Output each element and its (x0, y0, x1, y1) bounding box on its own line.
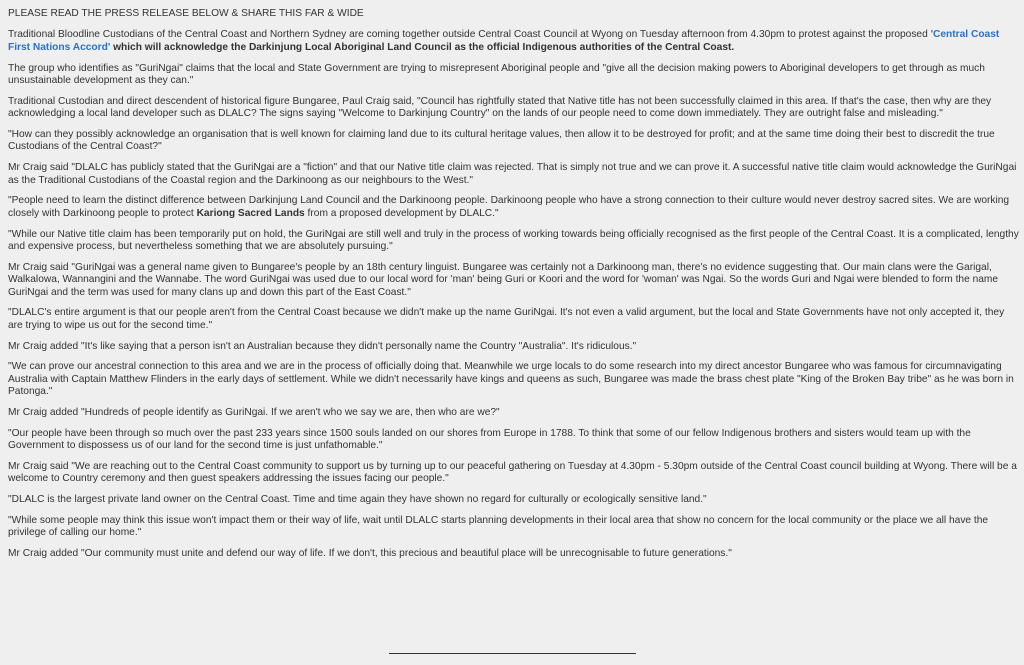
paragraph-intro (8, 29, 1020, 54)
paragraph-kariong-end: from a proposed development by DLALC." (304, 207, 499, 219)
paragraph: Mr Craig added "Hundreds of people identify as GuriNgai. If we aren't who we say we are, then who are we?" (8, 407, 500, 419)
paragraph: Mr Craig said "We are reaching out to the Central Coast community to support us by turning up to our peaceful gathering on Tuesday at 4.30pm - 5.30pm outside of the Central Coast council building at Wyong. There will be a welcome to Country ceremony and then guest speakers addressing the issues facing our people." (8, 461, 1017, 485)
paragraph: Mr Craig said "GuriNgai was a general name given to Bungaree's people by an 18th century linguist. Bungaree was certainly not a Darkinoong man, there's no evidence suggesting that. Our main clans were the Garigal, Walkalowa, Wannangini and the Wannabe. The word GuriNgai was used due to our local word for 'man' being Guri or Koori and the word for 'woman' was Ngai. So the words Guri and Ngai were blended to form the name GuriNgai and the term was used for many clans up and down this part of the East Coast." (8, 261, 999, 298)
accord-link[interactable]: 'Central Coast First Nations Accord' (8, 29, 1000, 53)
paragraph: The group who identifies as "GuriNgai" claims that the local and State Government are trying to misrepresent Aboriginal people and "give all the decision making powers to Aboriginal developers to get through as much unsustainable development as they can." (8, 62, 985, 87)
kariong-sacred-lands-bold: Kariong Sacred Lands (196, 207, 305, 219)
paragraph: "DLALC's entire argument is that our people aren't from the Central Coast because we didn't make up the name GuriNgai. It's not even a valid argument, but the local and State Governments have not only accepted it, they are trying to wipe us out for the second time." (8, 307, 1005, 331)
page-heading: PLEASE READ THE PRESS RELEASE BELOW & SHARE THIS FAR & WIDE (8, 8, 364, 19)
press-release (8, 8, 1020, 569)
paragraph: "While our Native title claim has been temporarily put on hold, the GuriNgai are still well and truly in the process of working towards being officially recognised as the first people of the Central Coast. It is a complicated, lengthy and expensive process, but nevertheless something that we are absolutely pursuing." (8, 228, 1019, 253)
paragraph: Mr Craig added "It's like saying that a person isn't an Australian because they didn't personally name the Country "Australia". It's ridiculous." (8, 340, 637, 352)
paragraph-intro-bold: which will acknowledge the Darkinjung Local Aboriginal Land Council as the official Indigenous authorities of the Central Coast. (110, 41, 735, 53)
paragraph: "How can they possibly acknowledge an organisation that is well known for claiming land due to its cultural heritage values, then allow it to be destroyed for profit; and at the same time doing their best to discredit the true Custodians of the Central Coast?" (8, 129, 995, 153)
paragraph: "We can prove our ancestral connection to this area and we are in the process of officially doing that. Meanwhile we urge locals to do some research into my direct ancestor Bungaree who was famous for circumnavigating Australia with Captain Matthew Flinders in the early days of settlement. While we didn't necessarily have kings and queens as such, Bungaree was made the brass chest plate "King of the Broken Bay tribe" as he was born in Patonga." (8, 361, 1014, 398)
paragraph: "While some people may think this issue won't impact them or their way of life, wait until DLALC starts planning developments in their local area that show no concern for the local community or the place we all have the privilege of calling our home." (8, 515, 989, 539)
paragraph: "DLALC is the largest private land owner on the Central Coast. Time and time again they have shown no regard for culturally or ecologically sensitive land." (8, 494, 707, 506)
paragraph: Mr Craig added "Our community must unite and defend our way of life. If we don't, this precious and beautiful place will be unrecognisable to future generations." (8, 548, 732, 560)
paragraph: Traditional Custodian and direct descendent of historical figure Bungaree, Paul Craig said, "Council has rightfully stated that Native title has not been successfully claimed in this area. If that's the case, then why are they acknowledging a local land developer such as DLALC? The signs saying "Welcome to Darkinjung Country" on the lands of our people need to come down immediately. They are outright false and misleading." (8, 95, 992, 120)
paragraph-kariong (8, 195, 1020, 220)
paragraph: "Our people have been through so much over the past 233 years since 1500 souls landed on our shores from Europe in 1788. To think that some of our fellow Indigenous brothers and sisters would team up with the Government to dispossess us of our land for the second time is just unfathomable." (8, 427, 971, 452)
separator-rule (389, 653, 636, 654)
paragraph-kariong-text: "People need to learn the distinct difference between Darkinjung Land Council and the Darkinoong people. Darkinoong people who have a strong connection to their culture would never destroy sacred sites. We are working closely with Darkinoong people to protect (8, 195, 1010, 219)
paragraph: Mr Craig said "DLALC has publicly stated that the GuriNgai are a "fiction" and that our Native title claim was rejected. That is simply not true and we can prove it. A successful native title claim would acknowledge the GuriNgai as the Traditional Custodians of the Coastal region and the Darkinoong as our neighbours to the West." (8, 162, 1017, 186)
paragraph-intro-text: Traditional Bloodline Custodians of the Central Coast and Northern Sydney are coming together outside Central Coast Council at Wyong on Tuesday afternoon from 4.30pm to protest against the proposed (8, 29, 931, 41)
